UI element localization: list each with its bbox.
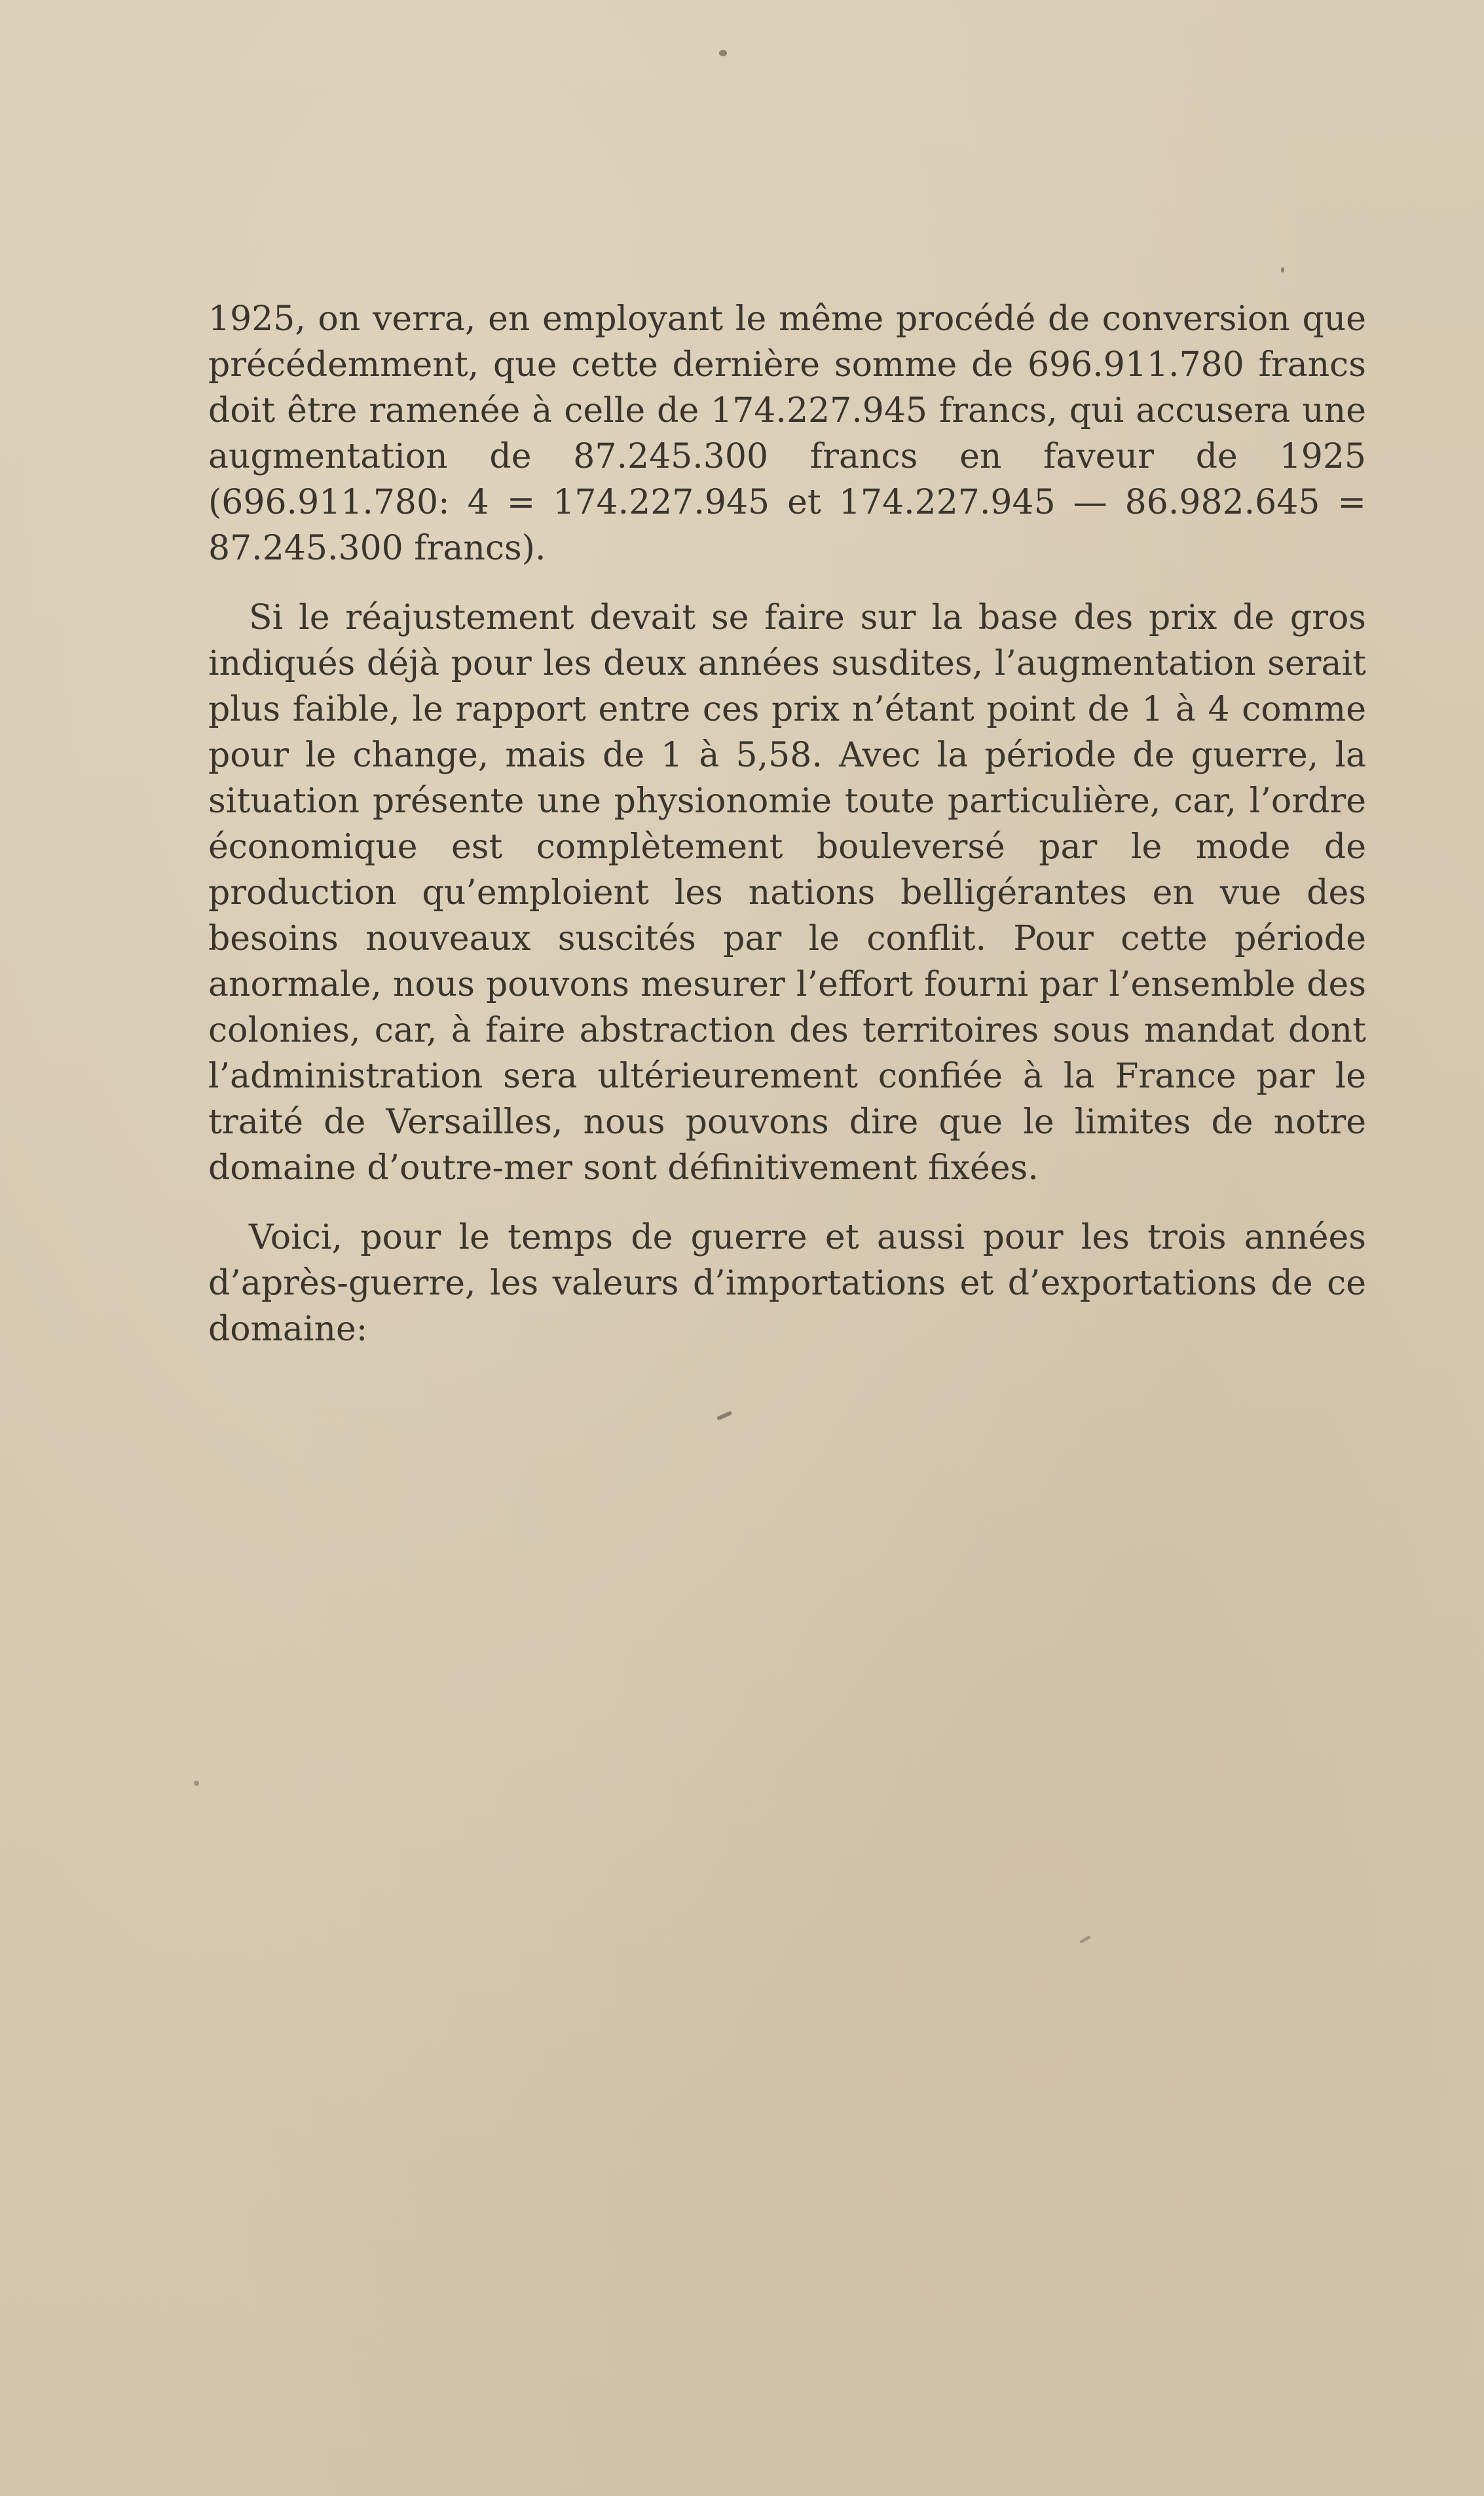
body-text [208,296,1366,1352]
ink-speck [719,50,727,56]
paragraph-3: Voici, pour le temps de guerre et aussi pour les trois années d’après-guerre, les valeurs d’importations et d’exportations de ce domaine: [208,1218,1366,1349]
ink-speck [194,1781,199,1786]
paragraph-1: 1925, on verra, en employant le même procédé de conversion que précédemment, que cette dernière somme de 696.911.780 francs doit être ramenée à celle de 174.227.945 francs, qui accusera une augmentation de 87.245.300 francs en faveur de 1925 (696.911.780: 4 = 174.227.945 et 174.227.945 — 86.982.645 = 87.245.300 francs). [208,299,1366,568]
paragraph-2: Si le réajustement devait se faire sur la base des prix de gros indiqués déjà pour les deux années susdites, l’augmentation serait plus faible, le rapport entre ces prix n’étant point de 1 à 4 comme pour le change, mais de 1 à 5,58. Avec la période de guerre, la situation présente une physionomie toute particulière, car, l’ordre économique est complètement bouleversé par le mode de production qu’emploient les nations belligérantes en vue des besoins nouveaux suscités par le conflit. Pour cette période anormale, nous pouvons mesurer l’effort fourni par l’ensemble des colonies, car, à faire abstraction des territoires sous mandat dont l’administration sera ultérieurement confiée à la France par le traité de Versailles, nous pouvons dire que le limites de notre domaine d’outre-mer sont définitivement fixées. [208,598,1366,1188]
ink-speck [1079,1935,1091,1944]
ink-speck [1281,267,1284,273]
ink-speck [716,1410,732,1420]
